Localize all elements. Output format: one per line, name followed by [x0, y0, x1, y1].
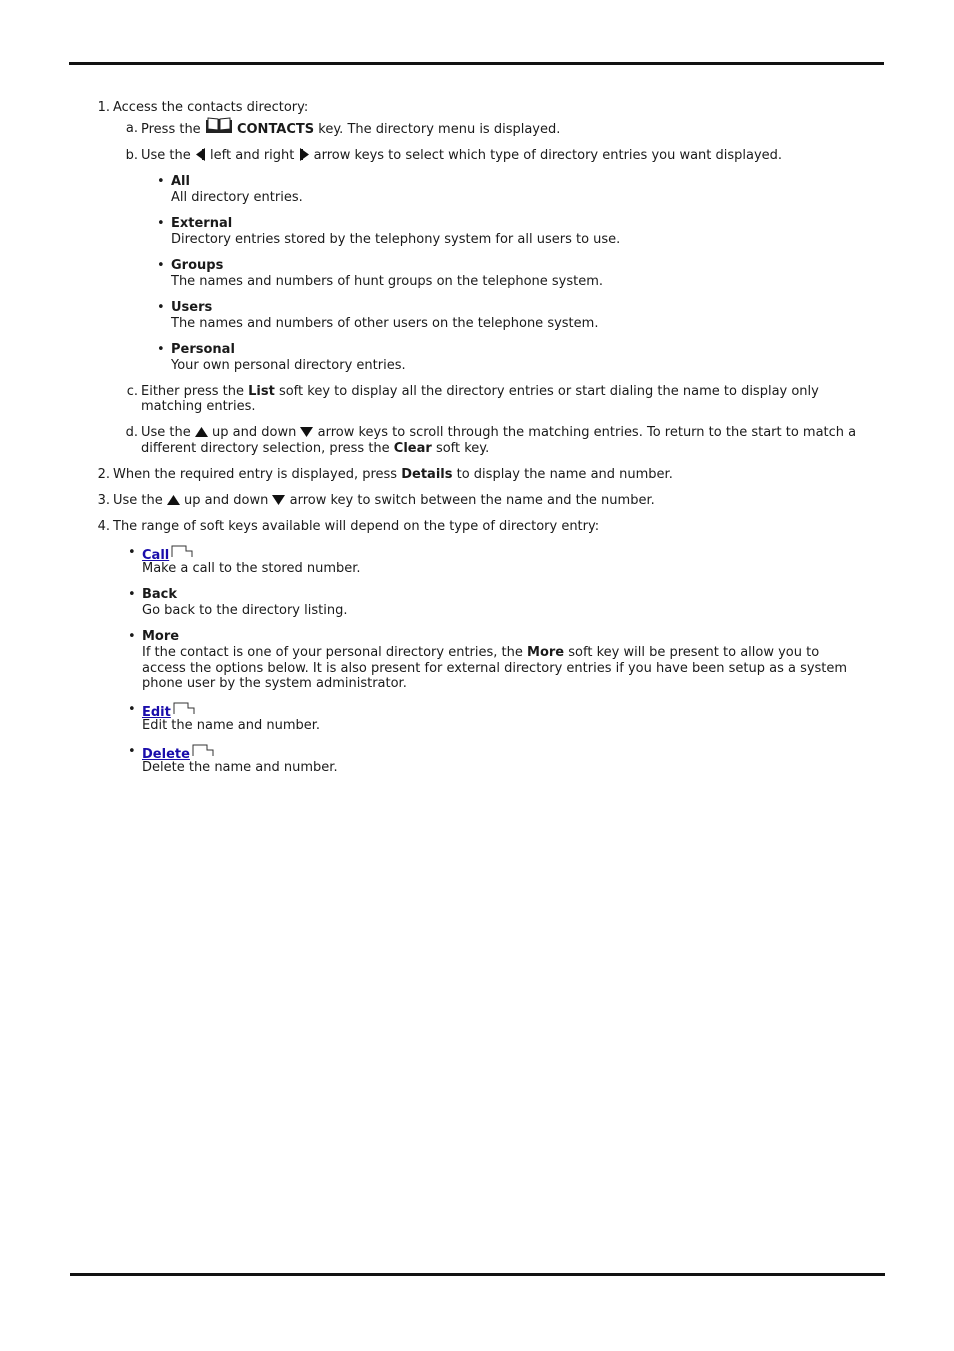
step-text: The range of soft keys available will depend on the type of directory entry: [113, 519, 600, 534]
right-arrow-key-icon [299, 148, 310, 166]
bullet: • [157, 342, 165, 357]
bullet: • [157, 216, 165, 231]
step-text: When the required entry is displayed, press Details to display the name and number. [113, 467, 673, 482]
down-arrow-key-icon [272, 494, 285, 511]
contacts-book-icon [205, 117, 233, 144]
substep-letter: b. [125, 148, 138, 163]
header-rule [69, 62, 884, 65]
step-number: 1. [97, 100, 110, 115]
substep-c-line2: matching entries. [141, 399, 256, 414]
soft-key-desc: Make a call to the stored number. [142, 561, 361, 576]
bullet: • [128, 744, 136, 759]
entry-type-desc: Directory entries stored by the telephony system for all users to use. [171, 232, 621, 247]
substep-b: Use the left and right arrow keys to select which type of directory entries you want displayed. [141, 148, 782, 166]
soft-key-title: More [142, 629, 180, 644]
entry-type-title: Users [171, 300, 213, 315]
step-number: 2. [97, 467, 110, 482]
soft-key-desc-line2: access the options below. It is also present for external directory entries if you have been setup as a system [142, 661, 848, 676]
footer-rule [70, 1273, 885, 1276]
soft-key-desc: Edit the name and number. [142, 718, 321, 733]
left-arrow-key-icon [195, 148, 206, 166]
entry-type-desc: All directory entries. [171, 190, 303, 205]
step-text: Use the up and down arrow key to switch between the name and the number. [113, 493, 655, 511]
substep-letter: a. [125, 121, 138, 136]
substep-letter: d. [125, 425, 138, 440]
entry-type-desc: The names and numbers of other users on the telephone system. [171, 316, 599, 331]
external-link-icon [192, 744, 214, 761]
up-arrow-key-icon [167, 494, 180, 511]
step-number: 3. [97, 493, 110, 508]
entry-type-title: External [171, 216, 233, 231]
bullet: • [128, 587, 136, 602]
entry-type-title: All [171, 174, 190, 189]
soft-key-desc: Delete the name and number. [142, 760, 338, 775]
soft-key-desc: Go back to the directory listing. [142, 603, 348, 618]
substep-c: Either press the List soft key to display all the directory entries or start dialing the name to display only [141, 384, 819, 399]
entry-type-title: Groups [171, 258, 224, 273]
bullet: • [157, 174, 165, 189]
entry-type-desc: The names and numbers of hunt groups on the telephone system. [171, 274, 604, 289]
step-text: Access the contacts directory: [113, 100, 309, 115]
external-link-icon [173, 702, 195, 719]
call-link[interactable]: Call [142, 548, 170, 563]
delete-link[interactable]: Delete [142, 747, 190, 762]
bullet: • [157, 258, 165, 273]
bullet: • [128, 545, 136, 560]
substep-a: Press the CONTACTS key. The directory menu is displayed. [141, 117, 560, 144]
soft-key-title: Back [142, 587, 178, 602]
substep-d-line2: different directory selection, press the Clear soft key. [141, 441, 490, 456]
substep-letter: c. [126, 384, 138, 399]
substep-d: Use the up and down arrow keys to scroll through the matching entries. To return to the start to match a [141, 425, 856, 443]
step-number: 4. [97, 519, 110, 534]
soft-key-desc: If the contact is one of your personal directory entries, the More soft key will be present to allow you to [142, 645, 820, 660]
external-link-icon [171, 545, 193, 562]
bullet: • [157, 300, 165, 315]
edit-link[interactable]: Edit [142, 705, 171, 720]
bullet: • [128, 629, 136, 644]
entry-type-title: Personal [171, 342, 235, 357]
soft-key-desc-line3: phone user by the system administrator. [142, 676, 407, 691]
bullet: • [128, 702, 136, 717]
entry-type-desc: Your own personal directory entries. [171, 358, 406, 373]
